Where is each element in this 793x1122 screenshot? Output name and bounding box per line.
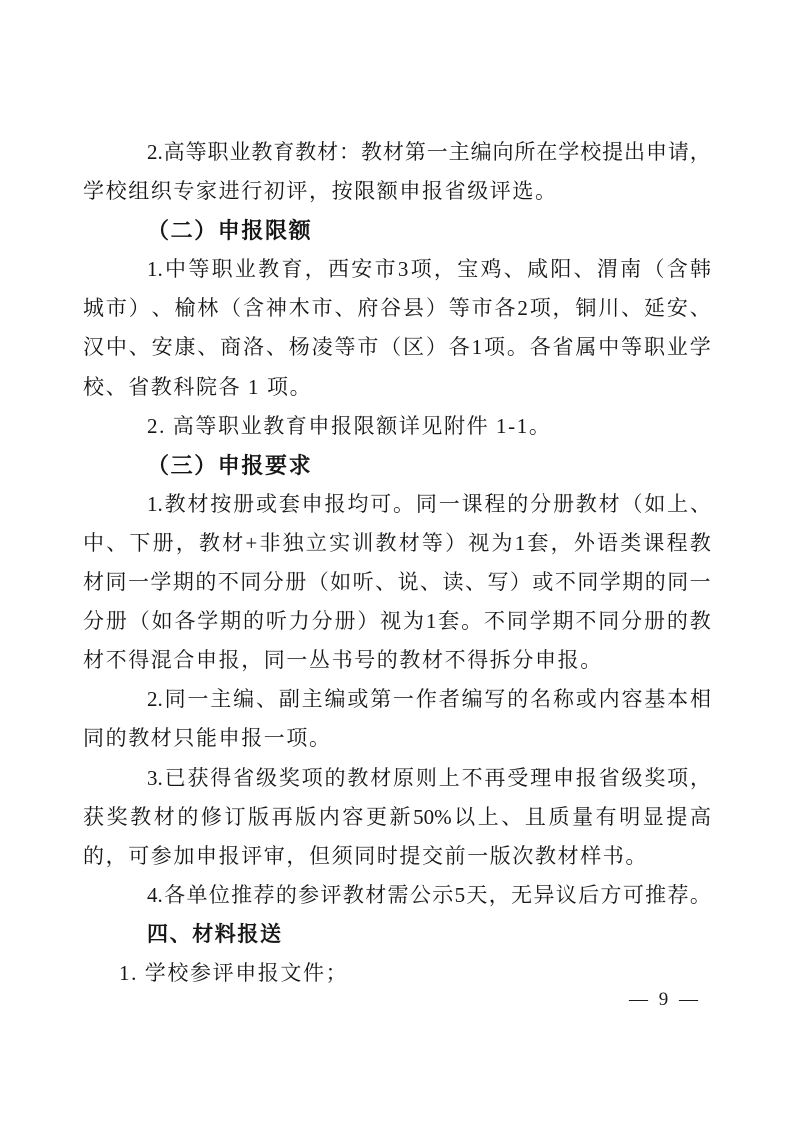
text-line: 获 奖 教 材 的 修 订 版 再 版 内 容 更 新 50% 以 上 、 且 质 量 有 明 显 提 高 [83, 804, 711, 829]
text-line: 1. 教 材 按 册 或 套 申 报 均 可 。 同 一 课 程 的 分 册 教 材 （ 如 上 、 [147, 491, 711, 516]
section-heading: （三）申报要求 [147, 452, 313, 478]
text-line: 校、省教科院各 1 项。 [83, 374, 313, 399]
text-line: 3. 已 获 得 省 级 奖 项 的 教 材 原 则 上 不 再 受 理 申 报 省 级 奖 项 ， [147, 765, 711, 790]
text-line: 2. 同 一 主 编 、 副 主 编 或 第 一 作 者 编 写 的 名 称 或 内 容 基 本 相 [147, 687, 711, 712]
text-line: 1. 中 等 职 业 教 育 ， 西 安 市 3 项 ， 宝 鸡 、 咸 阳 、 渭 南 （ 含 韩 [147, 257, 711, 282]
text-line: 的，可参加申报评审，但须同时提交前一版次教材样书。 [83, 843, 648, 868]
text-line: 城 市 ） 、 榆 林 （ 含 神 木 市 、 府 谷 县 ） 等 市 各 2 项 ， 铜 川 、 延 安 、 [83, 296, 711, 321]
section-heading: （二）申报限额 [147, 218, 313, 244]
text-line: 材 同 一 学 期 的 不 同 分 册 （ 如 听 、 说 、 读 、 写 ） 或 不 同 学 期 的 同 一 [83, 570, 711, 595]
text-line: 中 、 下 册 ， 教 材 + 非 独 立 实 训 教 材 等 ） 视 为 1 套 ， 外 语 类 课 程 教 [83, 530, 711, 555]
text-line: 同的教材只能申报一项。 [83, 726, 332, 751]
text-line: 分 册 （ 如 各 学 期 的 听 力 分 册 ） 视 为 1 套 。 不 同 学 期 不 同 分 册 的 教 [83, 609, 711, 634]
text-line: 材不得混合申报，同一丛书号的教材不得拆分申报。 [83, 648, 603, 673]
text-block [83, 133, 711, 993]
text-line: 4. 各 单 位 推 荐 的 参 评 教 材 需 公 示 5 天 ， 无 异 议 后 方 可 推 荐 。 [147, 882, 711, 907]
text-line: 2. 高 等 职 业 教 育 教 材 ： 教 材 第 一 主 编 向 所 在 学 校 提 出 申 请 ， [147, 140, 711, 164]
text-line: 1. 学校参评申报文件； [119, 960, 349, 985]
section-heading: 四、材料报送 [147, 922, 283, 946]
page-number: — 9 — [629, 989, 701, 1010]
text-line: 汉 中 、 安 康 、 商 洛 、 杨 凌 等 市 （ 区 ） 各 1 项 。 各 省 属 中 等 职 业 学 [83, 335, 711, 360]
text-line: 学校组织专家进行初评，按限额申报省级评选。 [83, 179, 558, 204]
text-line: 2. 高等职业教育申报限额详见附件 1-1。 [147, 413, 552, 438]
